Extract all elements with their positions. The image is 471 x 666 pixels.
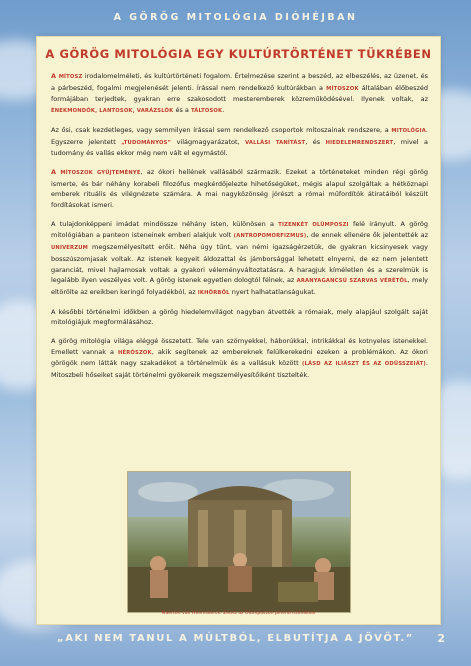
painting-illustration	[127, 471, 351, 613]
paragraph-5: A későbbi történelmi időkben a görög hiedelemvilágot nagyban átvették a rómaiak, mely alapjául szolgált saját mitológiájuk megformálásához.	[51, 307, 428, 327]
figure-caption: Maerten van Heemskerck: Zeusz az Olümposzon pihenő istenekkel	[161, 611, 316, 616]
article-body	[51, 71, 428, 389]
stone-block	[278, 582, 318, 602]
painting-image	[128, 472, 350, 612]
figure-shape	[150, 556, 166, 572]
paragraph-6: A görög mitológia világa eléggé összetett. Tele van szörnyekkel, háborúkkal, intrikákkal és kotnyeles istenekkel. Emellett vannak a HÉRÓSZOK, akik segítenek az embereknek felülkerekedni ezeken a problémákon. Az ókori görögök nem látták nagy szakadékot a történelmük és a vallásuk között (LÁSD AZ ILIÁSZT ÉS AZ ODÜSSZEIÁT). Mitoszbeli hőseiket saját történelmi gyökereik megszemélyesítőiként tisztelték.	[51, 337, 428, 380]
column	[272, 510, 282, 572]
paragraph-2: Az ősi, csak kezdetleges, vagy semmilyen írással sem rendelkező csoportok mítoszainak rendszere, a MITOLÓGIA. Egyszerre jelentett „TUDOMÁNYOS” világmagyarázatot, VALLÁSI TANÍTÁST, és HIEDELEMRENDSZERT, mivel a tudomány és vallás ekkor még nem vált el egymástól.	[51, 125, 428, 158]
paragraph-1: A MÍTOSZ irodalomelméleti, és kultúrtörténeti fogalom. Értelmezése szerint a beszéd, az elbeszélés, az üzenet, és a párbeszéd, fogalmi megjelenését jelenti. Írással nem rendelkező kultúrákban a MÍTOSZOK általában élőbeszéd formájában terjedtek, gyakran erre szakosodott mesteremberek közreműködésével. Ilyenek voltak, az ÉNEKMONDÓK, LANTOSOK, VARÁZSLÓK és a TÁLTOSOK.	[51, 72, 428, 115]
figure-shape	[150, 570, 168, 598]
paragraph-4: A tulajdonképpeni imádat mindössze néhány isten, különösen a TIZENKÉT OLÜMPOSZI felé irányult. A görög mitológiában a panteon isteneinek emberi alakjuk volt (ANTROPOMORFIZMUS), de ennek ellenére ők jelentették az UNIVERZUM megszemélyesített erőit. Néha úgy tűnt, van némi igazságérzetük, de gyakran kicsinyesek vagy bosszúszomjasak voltak. Az istenek kegyeit áldozattal és jámborsággal lehetett elnyerni, de ez nem jelentett garanciát, mivel hajlamosak voltak a gyakori véleményváltoztatásra. A haragjuk kíméletlen és a szerelmük is legalább ilyen veszélyes volt. A görög istenek egyetlen dologtól félnek, az ARANYAGANCSÚ SZARVAS VÉRÉTŐL, mely eltörölte az ereikben keringő folyadékból, az IKHŐRBŐL nyert halhatatlanságukat.	[51, 219, 428, 296]
content-panel	[36, 36, 441, 625]
page-number: 2	[437, 632, 445, 645]
figure-shape	[315, 558, 331, 574]
page-footer-quote: „AKI NEM TANUL A MÚLTBÓL, ELBUTÍTJA A JÖVŐT.”	[57, 633, 414, 644]
paragraph-3: A MÍTOSZOK GYŰJTEMÉNYE, az ókori hellének vallásából származik. Ezeket a történeteket minden régi görög ismerte, és bár néhány korabeli filozófus megkérdőjelezte hihetőségüket, mégis alapul szolgáltak a hétköznapi emberek rituális és vilégnézete számára. A mai nagyközönség jórészt a római műfordítók átiratáiból készült fordításokat ismeri.	[51, 167, 429, 210]
cloud-shape	[138, 482, 198, 502]
column	[198, 510, 208, 572]
figure-shape	[228, 566, 252, 592]
figure-shape	[233, 553, 247, 567]
page-header: A GÖRÖG MITOLÓGIA DIÓHÉJBAN	[113, 12, 358, 23]
page-title: A GÖRÖG MITOLÓGIA EGY KULTÚRTÖRTÉNET TÜKRÉBEN	[45, 47, 432, 61]
